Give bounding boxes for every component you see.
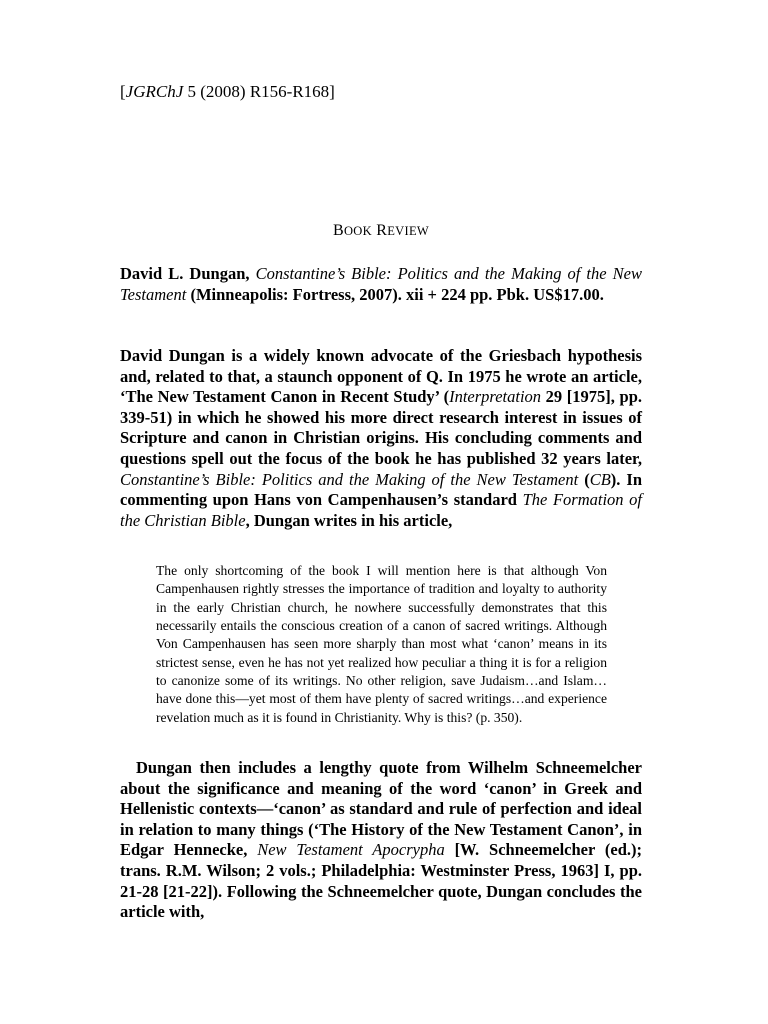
paragraph-1 xyxy=(120,346,642,531)
title-smallcaps-1: OOK xyxy=(343,224,372,238)
paragraph-1-italic: The Formation of the Christian Bible xyxy=(120,490,642,530)
journal-citation xyxy=(120,82,335,102)
title-cap-1: B xyxy=(332,222,344,239)
paragraph-2-text: [W. Schneemelcher (ed.); trans. R.M. Wilson; 2 vols.; Philadelphia: Westminster Press, 1963] I, pp. 21-28 [21-22]). Following the Schneemelcher quote, Dungan concludes the article with, xyxy=(120,840,643,922)
book-author: David L. Dungan, xyxy=(120,264,256,283)
paragraph-1-italic: Interpretation xyxy=(449,387,542,407)
block-quote: The only shortcoming of the book I will mention here is that although Von Campenhausen rightly stresses the importance of tradition and loyalty to authority in the early Christian church, he nowhere successfully demonstrates that this necessarily entails the conscious creation of a canon of sacred writings. Although Von Campenhausen has seen more sharply than most what ‘canon’ means in its strictest sense, even he has not yet realized how peculiar a thing it is for a religion to canonize some of its writings. No other religion, save Judaism…and Islam…have done this—yet most of them have plenty of sacred writings…and experience revelation much as it is found in Christianity. Why is this? (p. 350). xyxy=(156,563,607,725)
journal-abbrev: JGRChJ xyxy=(125,82,184,101)
paragraph-2-italic: New Testament Apocrypha xyxy=(257,840,445,860)
citation-open: [ xyxy=(120,82,126,101)
paragraph-1-text: , Dungan writes in his article, xyxy=(245,510,453,530)
paragraph-1-text: David Dungan is a widely known advocate of the Griesbach hypothesis and, related to that, a staunch opponent of Q. In 1975 he wrote an article, ‘The New Testament Canon in Recent Study’ ( xyxy=(120,346,642,407)
paragraph-2-text: Dungan then includes a lengthy quote from Wilhelm Schneemelcher about the significance and meaning of the word ‘canon’ in Greek and Hellenistic contexts—‘canon’ as standard and rule of perfection and ideal in relation to many things (‘The History of the New Testament Canon’, in Edgar Hennecke, xyxy=(120,758,642,860)
section-title xyxy=(120,222,642,240)
paragraph-2 xyxy=(120,758,642,923)
book-title: Constantine’s Bible: Politics and the Making of the New Testament xyxy=(120,264,642,304)
paragraph-1-text: ). In commenting upon Hans von Campenhausen’s standard xyxy=(120,469,643,510)
bibliographic-entry xyxy=(120,264,642,305)
title-smallcaps-2: EVIEW xyxy=(387,224,430,238)
paragraph-1-text: 29 [1975], pp. 339-51) in which he showed his more direct research interest in issues of Scripture and canon in Christian origins. His concluding comments and questions spell out the focus of the book he has published 32 years later, xyxy=(120,387,643,468)
citation-volume-pages: 5 (2008) R156-R168] xyxy=(183,82,335,101)
publication-details: (Minneapolis: Fortress, 2007). xii + 224 pp. Pbk. US$17.00. xyxy=(186,284,604,304)
paragraph-1-text: ( xyxy=(578,469,590,489)
title-cap-2: R xyxy=(376,222,388,239)
paragraph-1-italic: Constantine’s Bible: Politics and the Making of the New Testament xyxy=(120,469,579,489)
paragraph-1-italic: CB xyxy=(589,469,611,489)
